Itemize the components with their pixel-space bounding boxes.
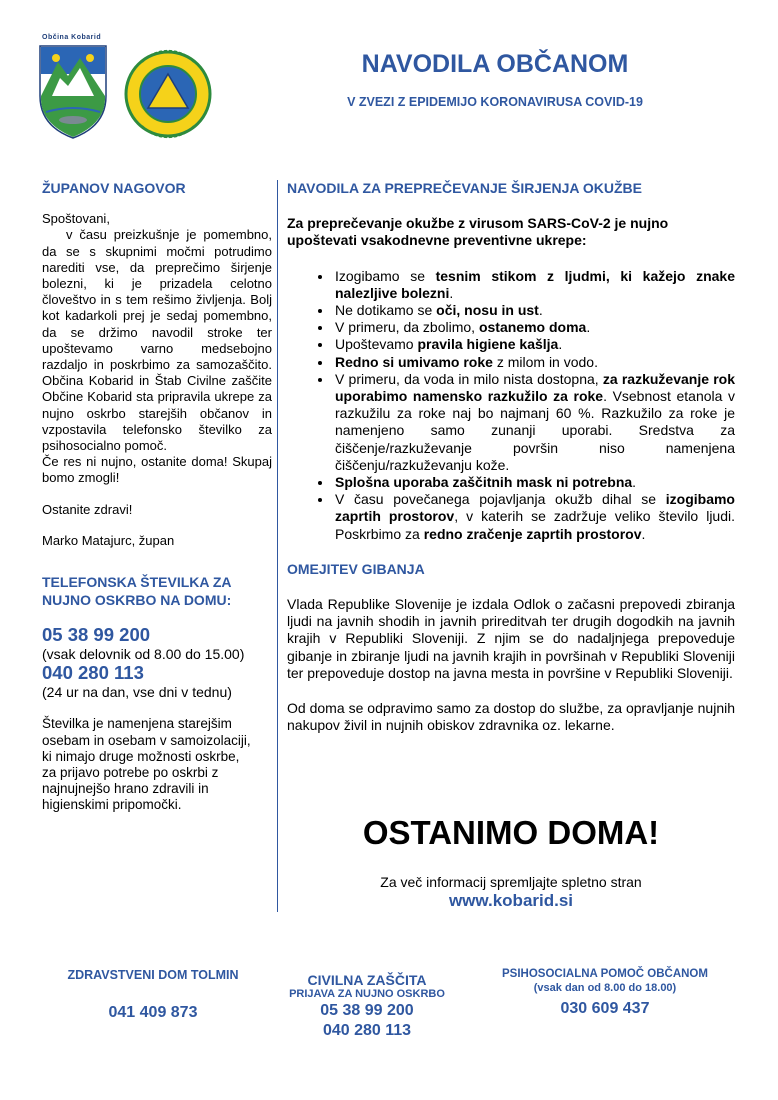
- footer-psychosocial: [474, 968, 736, 1018]
- list-item: • Izogibamo se tesnim stikom z ljudmi, ki kažejo znake nalezljive bolezni.: [333, 268, 735, 302]
- movement-restriction-heading: OMEJITEV GIBANJA: [287, 560, 425, 577]
- footer-psychosocial-title: PSIHOSOCIALNA POMOČ OBČANOM: [502, 968, 708, 980]
- greeting: Spoštovani,: [42, 211, 110, 227]
- municipality-name: Občina Kobarid: [42, 34, 102, 41]
- phone-number-2[interactable]: 040 280 113: [42, 662, 144, 684]
- footer-health-center: [42, 968, 264, 1022]
- website-link[interactable]: www.kobarid.si: [448, 891, 574, 910]
- page-subtitle: V ZVEZI Z EPIDEMIJO KORONAVIRUSA COVID-19: [347, 95, 643, 109]
- stay-home-slogan: OSTANIMO DOMA!: [362, 814, 660, 851]
- list-item: • Redno si umivamo roke z milom in vodo.: [333, 354, 735, 371]
- list-item: • Splošna uporaba zaščitnih mask ni potrebna.: [333, 474, 735, 491]
- footer-psychosocial-number[interactable]: 030 609 437: [560, 1000, 650, 1017]
- mayor-address-heading: ŽUPANOV NAGOVOR: [42, 180, 186, 196]
- list-item: • Ne dotikamo se oči, nosu in ust.: [333, 302, 735, 319]
- civil-protection-seal-icon: [126, 51, 210, 137]
- left-column: [42, 180, 272, 814]
- column-divider: [277, 180, 278, 912]
- footer-health-center-number[interactable]: 041 409 873: [108, 1004, 198, 1021]
- movement-restriction-text: Vlada Republike Slovenije je izdala Odlok o začasni prepovedi zbiranja ljudi na javnih shodih in javnih prireditvah ter drugih dogodkih na javnih krajih v Republiki Sloveniji. Z njim se do nadaljnjega prepoveduje gibanje in zbiranje ljudi na javnih krajih in površinah v Republiki Sloveniji ter prepoveduje dostop na javna mesta in površine v Republiki Sloveniji.: [287, 596, 735, 681]
- phone-number-1[interactable]: 05 38 99 200: [42, 624, 151, 646]
- footer-civil-protection: [262, 972, 472, 1040]
- movement-exceptions-text: Od doma se odpravimo samo za dostop do službe, za opravljanje nujnih nakupov živil in nujnih obiskov zdravnika oz. lekarne.: [287, 700, 735, 734]
- footer-health-center-title: ZDRAVSTVENI DOM TOLMIN: [67, 968, 239, 982]
- more-info-text: Za več informacij spremljajte spletno stran: [380, 874, 642, 890]
- phone-number-2-note: (24 ur na dan, vse dni v tednu): [42, 684, 232, 701]
- list-item: • Upoštevamo pravila higiene kašlja.: [333, 336, 735, 353]
- prevention-intro: Za preprečevanje okužbe z virusom SARS-CoV-2 je nujno upoštevati vsakodnevne preventivne ukrepe:: [287, 215, 669, 249]
- footer-civil-protection-title: CIVILNA ZAŠČITA: [307, 972, 427, 988]
- footer-civil-protection-number-1[interactable]: 05 38 99 200: [320, 1002, 414, 1019]
- prevention-heading: NAVODILA ZA PREPREČEVANJE ŠIRJENJA OKUŽBE: [287, 180, 642, 196]
- kobarid-coat-of-arms-icon: [40, 46, 106, 138]
- right-column: [287, 180, 735, 734]
- mayor-address-closing: Če res ni nujno, ostanite doma! Skupaj bomo zmogli!: [42, 454, 272, 486]
- page-title: NAVODILA OBČANOM: [361, 50, 629, 78]
- phone-heading: TELEFONSKA ŠTEVILKA ZA NUJNO OSKRBO NA DOMU:: [42, 574, 232, 609]
- mayor-address-body: v času preizkušnje je pomembno, da se s skupnimi močmi potrudimo narediti vse, da preprečimo širjenje bolezni, ki je prizadela celotno človeštvo in s tem rešimo življenja. Bolj kot kadarkoli prej je sedaj pomembno, da se držimo navodil stroke ter upoštevamo varno medsebojno razdaljo in poskrbimo za samozaščito. Občina Kobarid in Štab Civilne zaščite Občine Kobarid sta pripravila ukrepe za nujno oskrbo starejših občanov in vzpostavila telefonsko številko za psihosocialno pomoč.: [42, 227, 272, 454]
- prevention-list: [287, 268, 735, 543]
- phone-description: Številka je namenjena starejšim osebam in osebam v samoizolaciji, ki nimajo druge možnosti oskrbe, za prijavo potrebe po oskrbi z najnujnejšo hrano zdravili in higienskimi pripomočki.: [42, 716, 251, 813]
- footer-civil-protection-sub: PRIJAVA ZA NUJNO OSKRBO: [289, 988, 445, 1000]
- list-item: • V primeru, da voda in milo nista dostopna, za razkuževanje rok uporabimo namensko razkužilo za roke. Vsebnost etanola v razkužilu za roke naj bo najmanj 60 %. Razkužilo za roke je namenjeno samo zunanji uporabi. Sredstva za čiščenje/razkuževanje površin niso namenjena čiščenju/razkuževanju kože.: [333, 371, 735, 474]
- footer-psychosocial-sub: (vsak dan od 8.00 do 18.00): [533, 982, 677, 994]
- list-item: • V primeru, da zbolimo, ostanemo doma.: [333, 319, 735, 336]
- signature: Marko Matajurc, župan: [42, 532, 175, 548]
- footer-civil-protection-number-2[interactable]: 040 280 113: [322, 1022, 412, 1039]
- logos: [38, 34, 218, 144]
- farewell: Ostanite zdravi!: [42, 501, 133, 517]
- phone-number-1-note: (vsak delovnik od 8.00 do 15.00): [42, 646, 245, 663]
- list-item: • V času povečanega pojavljanja okužb dihal se izogibamo zaprtih prostorov, v katerih se zadržuje veliko število ljudi. Poskrbimo za redno zračenje zaprtih prostorov.: [333, 491, 735, 543]
